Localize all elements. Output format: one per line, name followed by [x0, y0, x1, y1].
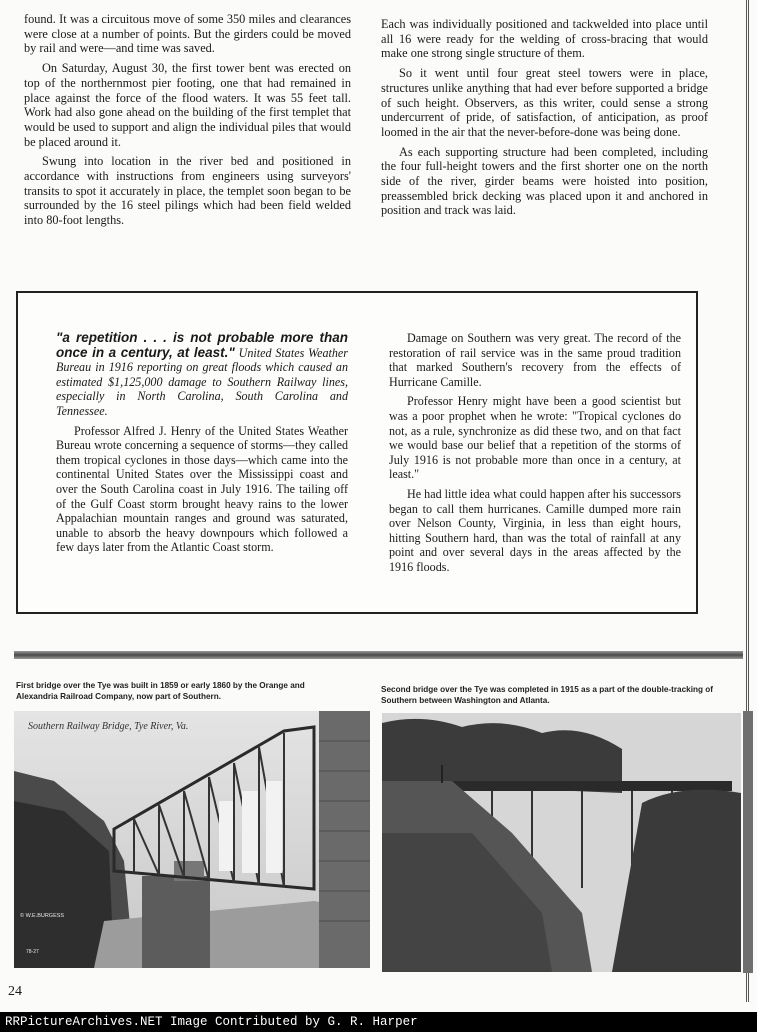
article-paragraph: So it went until four great steel towers were in place, structures unlike anything that had ever before supported a bridge of such height. Observers, as this writer, could sense a strong undercurrent of pride, of satisfaction, of anticipation, as proof loomed in the air that the never-before-done was being done. — [381, 66, 708, 139]
photo-first-bridge — [14, 711, 370, 968]
footer-watermark-bar: RRPictureArchives.NET Image Contributed by G. R. Harper — [0, 1012, 757, 1032]
article-column-left — [24, 12, 351, 233]
article-paragraph: Swung into location in the river bed and positioned in accordance with instructions from engineers using surveyors' transits to spot it accurately in place, the templet soon began to be surrounded by the 16 steel pilings which had been field welded into 80-foot lengths. — [24, 154, 351, 228]
article-column-right — [381, 17, 708, 223]
card-number: 78-27 — [26, 949, 39, 955]
section-divider — [14, 651, 743, 659]
adjacent-photo-edge — [743, 711, 753, 973]
bridge-photo-illustration — [14, 711, 370, 968]
article-paragraph: Each was individually positioned and tackwelded into place until all 16 were ready for the welding of cross-bracing that would make one strong single structure of them. — [381, 17, 708, 61]
photo-caption-right: Second bridge over the Tye was completed in 1915 as a part of the double-tracking of Southern between Washington and Atlanta. — [381, 685, 713, 705]
sidebar-quote-paragraph — [56, 331, 348, 419]
sidebar-column-left — [56, 331, 348, 560]
article-paragraph: On Saturday, August 30, the first tower bent was erected on top of the northernmost pier footing, one that had remained in place against the force of the flood waters. It was 55 feet tall. Work had also gone ahead on the building of the first templet that would be used to support and align the individual piles that would be placed around it. — [24, 61, 351, 149]
article-paragraph: found. It was a circuitous move of some 350 miles and clearances were close at a number of points. But the girders could be moved by rail and were—and time was saved. — [24, 12, 351, 56]
sidebar-paragraph: Professor Alfred J. Henry of the United States Weather Bureau wrote concerning a sequence of storms—they called them tropical cyclones in those days—which came into the continental United States over the Mississippi coast and over the South Carolina coast in July 1916. The tailing off of the Gulf Coast storm brought heavy rains to the lower Appalachian mountain ranges and ground was saturated, unable to absorb the heavy downpours which followed a few days later from the Atlantic Coast storm. — [56, 423, 348, 555]
sidebar-paragraph: Damage on Southern was very great. The record of the restoration of rail service was in the same proud tradition that marked Southern's recovery from the effects of Hurricane Camille. — [389, 331, 681, 389]
sidebar-attribution: United States Weather Bureau in 1916 reporting on great floods which caused an estimated $1,125,000 damage to Southern Railway lines, especially in North Carolina, South Carolina and Tennessee. — [56, 345, 348, 418]
page-number: 24 — [8, 984, 22, 999]
sidebar-paragraph: Professor Henry might have been a good scientist but was a poor prophet when he wrote: "Tropical cyclones do not, as a rule, synchronize as did these two, and on that fact we would base our belief that a repetition of the storms of July 1916 is not probable more than once in a century, at least." — [389, 394, 681, 482]
bridge-photo-illustration — [382, 713, 741, 972]
photo-copyright: © W.E.BURGESS — [20, 913, 65, 919]
article-paragraph: As each supporting structure had been completed, including the four full-height towers and the first shorter one on the north side of the river, girder beams were hoisted into position, preassembled brick decking was placed upon it and anchored in position and track was laid. — [381, 144, 708, 218]
photo-caption-left: First bridge over the Tye was built in 1859 or early 1860 by the Orange and Alexandria Railroad Company, now part of Southern. — [16, 681, 305, 701]
postcard-title: Southern Railway Bridge, Tye River, Va. — [28, 721, 189, 732]
sidebar-column-right — [389, 331, 681, 580]
sidebar-quote: "a repetition . . . is not probable more than once in a century, at least." — [56, 330, 348, 360]
sidebar-paragraph: He had little idea what could happen after his successors began to call them hurricanes. Camille dumped more rain over Nelson County, Virginia, in less than eight hours, hitting Southern hard, than was the total of rainfall at any point and over several days in the areas affected by the 1916 floods. — [389, 486, 681, 574]
photo-second-bridge — [382, 713, 741, 972]
sidebar-box — [16, 291, 698, 614]
